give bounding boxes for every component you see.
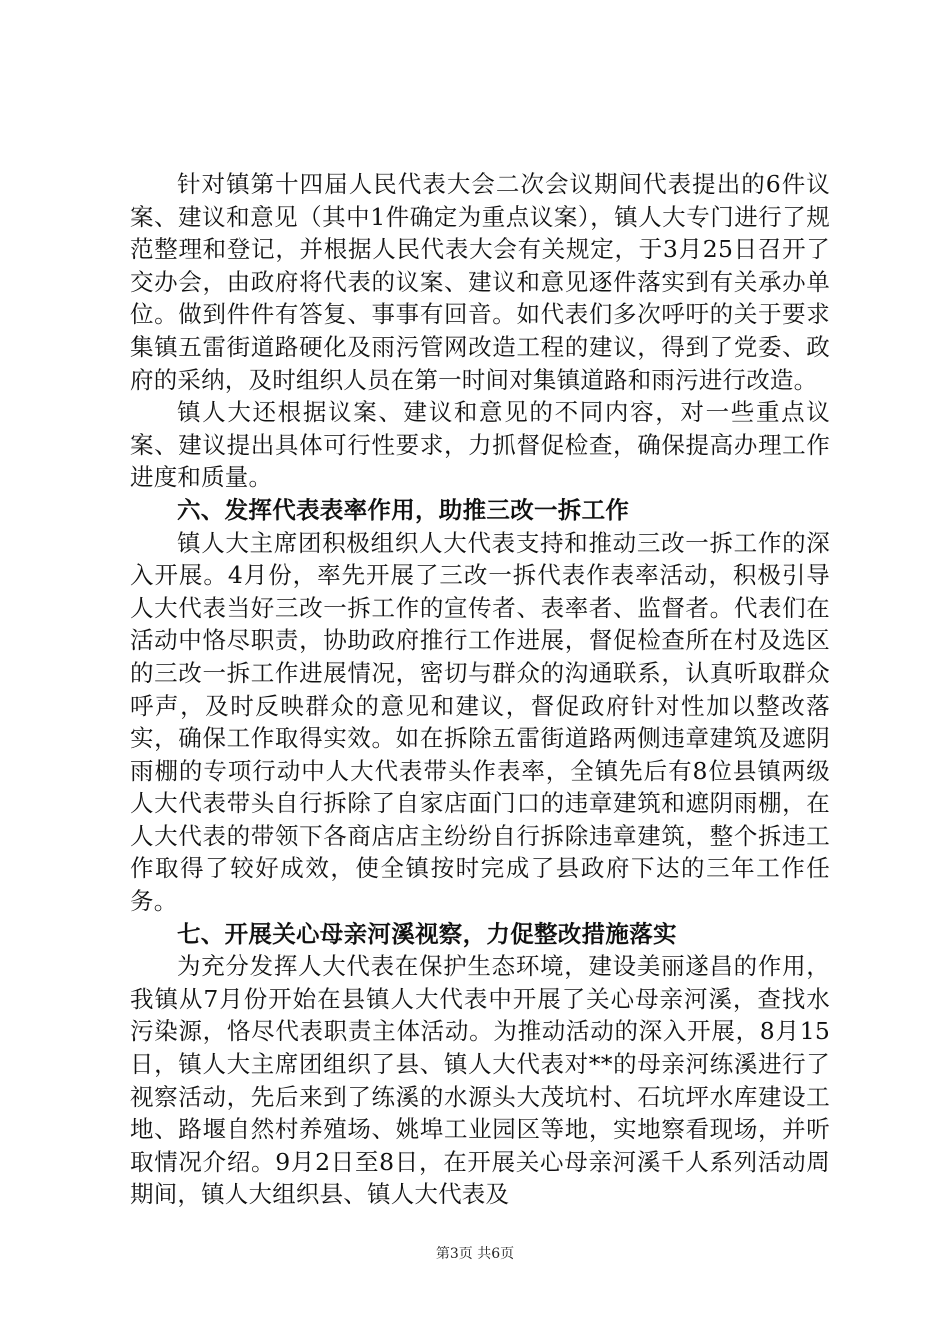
section-heading: 七、开展关心母亲河溪视察，力促整改措施落实 (177, 919, 677, 948)
document-body (130, 168, 830, 1211)
paragraph: 针对镇第十四届人民代表大会二次会议期间代表提出的6件议案、建议和意见（其中1件确定为重点议案），镇人大专门进行了规范整理和登记，并根据人民代表大会有关规定，于3月25日召开了交办会，由政府将代表的议案、建议和意见逐件落实到有关承办单位。做到件件有答复、事事有回音。如代表们多次呼吁的关于要求集镇五雷街道路硬化及雨污管网改造工程的建议，得到了党委、政府的采纳，及时组织人员在第一时间对集镇道路和雨污进行改造。 (130, 170, 830, 394)
paragraph: 镇人大主席团积极组织人大代表支持和推动三改一拆工作的深入开展。4月份，率先开展了三改一拆代表作表率活动，积极引导人大代表当好三改一拆工作的宣传者、表率者、监督者。代表们在活动中恪尽职责，协助政府推行工作进展，督促检查所在村及选区的三改一拆工作进展情况，密切与群众的沟通联系，认真听取群众呼声，及时反映群众的意见和建议，督促政府针对性加以整改落实，确保工作取得实效。如在拆除五雷街道路两侧违章建筑及遮阴雨棚的专项行动中人大代表带头作表率，全镇先后有8位县镇两级人大代表带头自行拆除了自家店面门口的违章建筑和遮阴雨棚，在人大代表的带领下各商店店主纷纷自行拆除违章建筑，整个拆违工作取得了较好成效，使全镇按时完成了县政府下达的三年工作任务。 (130, 528, 830, 916)
paragraph: 镇人大还根据议案、建议和意见的不同内容，对一些重点议案、建议提出具体可行性要求，力抓督促检查，确保提高办理工作进度和质量。 (130, 398, 830, 492)
page-number-footer: 第3页 共6页 (435, 1246, 515, 1262)
section-heading: 六、发挥代表表率作用，助推三改一拆工作 (177, 495, 630, 524)
paragraph: 为充分发挥人大代表在保护生态环境，建设美丽遂昌的作用，我镇从7月份开始在县镇人大代表中开展了关心母亲河溪，查找水污染源，恪尽代表职责主体活动。为推动活动的深入开展，8月15日，镇人大主席团组织了县、镇人大代表对**的母亲河练溪进行了视察活动，先后来到了练溪的水源头大茂坑村、石坑坪水库建设工地、路堰自然村养殖场、姚埠工业园区等地，实地察看现场，并听取情况介绍。9月2日至8日，在开展关心母亲河溪千人系列活动周期间，镇人大组织县、镇人大代表及 (130, 952, 830, 1209)
